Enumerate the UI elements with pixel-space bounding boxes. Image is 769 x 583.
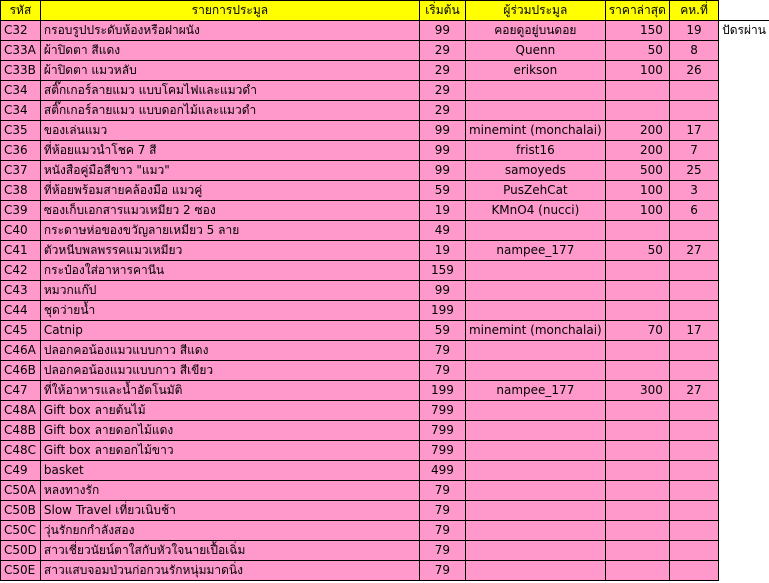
table-row (1, 541, 769, 561)
cell-start-price[interactable]: 29 (419, 101, 465, 121)
cell-code[interactable]: C44 (1, 301, 41, 321)
table-row (1, 221, 769, 241)
cell-latest-price[interactable]: 150 (605, 21, 669, 41)
cell-item[interactable]: กรอบรูปประดับห้องหรือฝาผนัง (40, 21, 419, 41)
cell-start-price[interactable]: 99 (419, 121, 465, 141)
cell-bidder[interactable] (465, 221, 605, 241)
cell-comment-no[interactable]: 17 (669, 321, 718, 341)
cell-bidder[interactable]: คอยดูอยู่บนดอย (465, 21, 605, 41)
cell-comment-no[interactable] (669, 461, 718, 481)
table-row (1, 141, 769, 161)
cell-item[interactable]: ผ้าปิดตา แมวหลับ (40, 61, 419, 81)
header-extra-cell[interactable] (719, 1, 769, 21)
cell-note[interactable] (719, 81, 769, 101)
cell-comment-no[interactable] (669, 561, 718, 581)
cell-latest-price[interactable]: 500 (605, 161, 669, 181)
cell-note[interactable] (719, 221, 769, 241)
cell-item[interactable]: ที่ห้อยแมวนำโชค 7 สี (40, 141, 419, 161)
cell-item[interactable]: กระป๋องใส่อาหารคานีน (40, 261, 419, 281)
cell-code[interactable]: C49 (1, 461, 41, 481)
cell-code[interactable]: C50C (1, 521, 41, 541)
cell-comment-no[interactable] (669, 101, 718, 121)
cell-latest-price[interactable] (605, 461, 669, 481)
cell-start-price[interactable]: 79 (419, 561, 465, 581)
cell-comment-no[interactable] (669, 361, 718, 381)
cell-code[interactable]: C50D (1, 541, 41, 561)
cell-comment-no[interactable] (669, 521, 718, 541)
cell-code[interactable]: C32 (1, 21, 41, 41)
cell-latest-price[interactable] (605, 541, 669, 561)
cell-latest-price[interactable]: 50 (605, 41, 669, 61)
table-row (1, 121, 769, 141)
cell-start-price[interactable]: 99 (419, 141, 465, 161)
cell-bidder[interactable]: Quenn (465, 41, 605, 61)
cell-item[interactable]: Gift box ลายดอกไม้แดง (40, 421, 419, 441)
cell-latest-price[interactable] (605, 561, 669, 581)
cell-bidder[interactable]: erikson (465, 61, 605, 81)
cell-note[interactable] (719, 241, 769, 261)
cell-note[interactable] (719, 41, 769, 61)
table-row (1, 281, 769, 301)
cell-code[interactable]: C34 (1, 81, 41, 101)
cell-code[interactable]: C50A (1, 481, 41, 501)
cell-comment-no[interactable]: 6 (669, 201, 718, 221)
cell-bidder[interactable]: nampee_177 (465, 381, 605, 401)
cell-comment-no[interactable] (669, 81, 718, 101)
cell-bidder[interactable] (465, 421, 605, 441)
cell-code[interactable]: C46A (1, 341, 41, 361)
cell-code[interactable]: C34 (1, 101, 41, 121)
cell-start-price[interactable]: 29 (419, 41, 465, 61)
cell-latest-price[interactable] (605, 421, 669, 441)
cell-bidder[interactable]: minemint (monchalai) (465, 121, 605, 141)
cell-item[interactable]: ที่ให้อาหารและน้ำอัตโนมัติ (40, 381, 419, 401)
cell-comment-no[interactable] (669, 261, 718, 281)
cell-note[interactable] (719, 181, 769, 201)
cell-item[interactable]: basket (40, 461, 419, 481)
table-row (1, 381, 769, 401)
cell-comment-no[interactable]: 7 (669, 141, 718, 161)
cell-latest-price[interactable]: 50 (605, 241, 669, 261)
cell-item[interactable]: ผ้าปิดตา สีแดง (40, 41, 419, 61)
cell-note[interactable] (719, 341, 769, 361)
cell-note[interactable] (719, 541, 769, 561)
cell-comment-no[interactable]: 19 (669, 21, 718, 41)
cell-note[interactable] (719, 521, 769, 541)
cell-code[interactable]: C41 (1, 241, 41, 261)
cell-bidder[interactable] (465, 401, 605, 421)
cell-note[interactable] (719, 301, 769, 321)
cell-note[interactable] (719, 561, 769, 581)
cell-item[interactable]: Gift box ลายต้นไม้ (40, 401, 419, 421)
cell-item[interactable]: กระดาษห่อของขวัญลายเหมียว 5 ลาย (40, 221, 419, 241)
cell-start-price[interactable]: 79 (419, 501, 465, 521)
cell-start-price[interactable]: 19 (419, 201, 465, 221)
cell-item[interactable]: ปลอกคอน้องแมวแบบกาว สีเขียว (40, 361, 419, 381)
cell-start-price[interactable]: 79 (419, 361, 465, 381)
cell-note[interactable] (719, 61, 769, 81)
cell-comment-no[interactable] (669, 501, 718, 521)
cell-start-price[interactable]: 499 (419, 461, 465, 481)
cell-code[interactable]: C50E (1, 561, 41, 581)
cell-latest-price[interactable] (605, 401, 669, 421)
cell-start-price[interactable]: 59 (419, 181, 465, 201)
cell-latest-price[interactable] (605, 261, 669, 281)
cell-start-price[interactable]: 79 (419, 521, 465, 541)
cell-item[interactable]: Catnip (40, 321, 419, 341)
header-bidder[interactable]: ผู้ร่วมประมูล (465, 1, 605, 21)
cell-code[interactable]: C47 (1, 381, 41, 401)
cell-bidder[interactable] (465, 561, 605, 581)
cell-item[interactable]: ของเล่นแมว (40, 121, 419, 141)
cell-latest-price[interactable]: 200 (605, 121, 669, 141)
cell-bidder[interactable]: PusZehCat (465, 181, 605, 201)
cell-code[interactable]: C38 (1, 181, 41, 201)
cell-note[interactable] (719, 141, 769, 161)
cell-start-price[interactable]: 79 (419, 341, 465, 361)
cell-item[interactable]: สติ๊กเกอร์ลายแมว แบบดอกไม้และแมวดำ (40, 101, 419, 121)
cell-code[interactable]: C48B (1, 421, 41, 441)
header-latest-price[interactable]: ราคาล่าสุด (605, 1, 669, 21)
cell-latest-price[interactable] (605, 481, 669, 501)
table-row (1, 301, 769, 321)
table-row (1, 521, 769, 541)
cell-note[interactable]: ปัดรผ่าน (719, 21, 769, 41)
table-row (1, 21, 769, 41)
table-row (1, 361, 769, 381)
cell-comment-no[interactable] (669, 301, 718, 321)
cell-item[interactable]: ซองเก็บเอกสารแมวเหมียว 2 ซอง (40, 201, 419, 221)
cell-note[interactable] (719, 321, 769, 341)
cell-code[interactable]: C40 (1, 221, 41, 241)
cell-item[interactable]: วุ่นรักยกกำลังสอง (40, 521, 419, 541)
cell-start-price[interactable]: 799 (419, 421, 465, 441)
cell-start-price[interactable]: 159 (419, 261, 465, 281)
cell-code[interactable]: C33A (1, 41, 41, 61)
cell-comment-no[interactable] (669, 281, 718, 301)
table-row (1, 321, 769, 341)
cell-bidder[interactable] (465, 81, 605, 101)
cell-start-price[interactable]: 29 (419, 61, 465, 81)
cell-start-price[interactable]: 99 (419, 21, 465, 41)
cell-bidder[interactable] (465, 301, 605, 321)
table-row (1, 441, 769, 461)
cell-item[interactable]: หมวกแก๊ป (40, 281, 419, 301)
cell-latest-price[interactable] (605, 301, 669, 321)
cell-bidder[interactable] (465, 541, 605, 561)
cell-code[interactable]: C37 (1, 161, 41, 181)
cell-comment-no[interactable]: 17 (669, 121, 718, 141)
cell-comment-no[interactable] (669, 221, 718, 241)
cell-item[interactable]: สาวแสบจอมป่วนก่อกวนรักหนุ่มมาดนิ่ง (40, 561, 419, 581)
table-row (1, 201, 769, 221)
cell-comment-no[interactable] (669, 401, 718, 421)
cell-comment-no[interactable] (669, 441, 718, 461)
cell-start-price[interactable]: 19 (419, 241, 465, 261)
table-row (1, 461, 769, 481)
cell-note[interactable] (719, 101, 769, 121)
cell-bidder[interactable] (465, 101, 605, 121)
cell-bidder[interactable]: samoyeds (465, 161, 605, 181)
cell-latest-price[interactable]: 200 (605, 141, 669, 161)
cell-start-price[interactable]: 199 (419, 381, 465, 401)
table-row (1, 421, 769, 441)
cell-comment-no[interactable]: 25 (669, 161, 718, 181)
cell-item[interactable]: Slow Travel เที่ยวเนิบช้า (40, 501, 419, 521)
cell-comment-no[interactable]: 3 (669, 181, 718, 201)
cell-code[interactable]: C48C (1, 441, 41, 461)
cell-code[interactable]: C50B (1, 501, 41, 521)
cell-bidder[interactable] (465, 441, 605, 461)
cell-latest-price[interactable]: 100 (605, 201, 669, 221)
cell-code[interactable]: C39 (1, 201, 41, 221)
table-row (1, 181, 769, 201)
cell-note[interactable] (719, 121, 769, 141)
table-row (1, 341, 769, 361)
cell-note[interactable] (719, 461, 769, 481)
cell-latest-price[interactable] (605, 101, 669, 121)
table-row (1, 261, 769, 281)
cell-comment-no[interactable] (669, 481, 718, 501)
cell-comment-no[interactable] (669, 341, 718, 361)
cell-item[interactable]: ตัวหนีบพลพรรคแมวเหมียว (40, 241, 419, 261)
cell-bidder[interactable] (465, 361, 605, 381)
cell-code[interactable]: C36 (1, 141, 41, 161)
table-row (1, 561, 769, 581)
cell-start-price[interactable]: 799 (419, 441, 465, 461)
cell-start-price[interactable]: 99 (419, 281, 465, 301)
cell-latest-price[interactable]: 100 (605, 61, 669, 81)
cell-latest-price[interactable]: 300 (605, 381, 669, 401)
cell-bidder[interactable] (465, 261, 605, 281)
header-item[interactable]: รายการประมูล (40, 1, 419, 21)
cell-bidder[interactable]: KMnO4 (nucci) (465, 201, 605, 221)
cell-note[interactable] (719, 481, 769, 501)
cell-start-price[interactable]: 59 (419, 321, 465, 341)
cell-comment-no[interactable] (669, 541, 718, 561)
cell-start-price[interactable]: 199 (419, 301, 465, 321)
cell-note[interactable] (719, 401, 769, 421)
cell-latest-price[interactable] (605, 501, 669, 521)
cell-note[interactable] (719, 501, 769, 521)
cell-code[interactable]: C45 (1, 321, 41, 341)
cell-code[interactable]: C48A (1, 401, 41, 421)
cell-note[interactable] (719, 381, 769, 401)
cell-start-price[interactable]: 99 (419, 161, 465, 181)
cell-item[interactable]: สติ๊กเกอร์ลายแมว แบบโคมไฟและแมวดำ (40, 81, 419, 101)
cell-bidder[interactable]: minemint (monchalai) (465, 321, 605, 341)
cell-code[interactable]: C42 (1, 261, 41, 281)
cell-code[interactable]: C46B (1, 361, 41, 381)
cell-comment-no[interactable]: 27 (669, 381, 718, 401)
cell-note[interactable] (719, 261, 769, 281)
cell-item[interactable]: หนังสือคู่มือสีขาว "แมว" (40, 161, 419, 181)
cell-comment-no[interactable]: 8 (669, 41, 718, 61)
cell-comment-no[interactable]: 27 (669, 241, 718, 261)
table-row (1, 241, 769, 261)
cell-comment-no[interactable]: 26 (669, 61, 718, 81)
cell-code[interactable]: C33B (1, 61, 41, 81)
cell-latest-price[interactable] (605, 81, 669, 101)
table-row (1, 61, 769, 81)
cell-start-price[interactable]: 79 (419, 481, 465, 501)
cell-bidder[interactable] (465, 501, 605, 521)
cell-start-price[interactable]: 79 (419, 541, 465, 561)
header-code[interactable]: รหัส (1, 1, 41, 21)
cell-note[interactable] (719, 421, 769, 441)
cell-item[interactable]: Gift box ลายดอกไม้ขาว (40, 441, 419, 461)
cell-bidder[interactable] (465, 521, 605, 541)
cell-item[interactable]: ปลอกคอน้องแมวแบบกาว สีแดง (40, 341, 419, 361)
cell-bidder[interactable] (465, 341, 605, 361)
cell-latest-price[interactable] (605, 341, 669, 361)
cell-item[interactable]: ชุดว่ายน้ำ (40, 301, 419, 321)
table-row (1, 481, 769, 501)
cell-start-price[interactable]: 29 (419, 81, 465, 101)
cell-bidder[interactable] (465, 481, 605, 501)
cell-comment-no[interactable] (669, 421, 718, 441)
table-row (1, 161, 769, 181)
table-row (1, 501, 769, 521)
cell-note[interactable] (719, 161, 769, 181)
table-row (1, 81, 769, 101)
cell-bidder[interactable]: frist16 (465, 141, 605, 161)
cell-note[interactable] (719, 441, 769, 461)
cell-latest-price[interactable]: 100 (605, 181, 669, 201)
cell-code[interactable]: C35 (1, 121, 41, 141)
cell-latest-price[interactable] (605, 521, 669, 541)
header-start[interactable]: เริ่มต้น (419, 1, 465, 21)
cell-bidder[interactable] (465, 461, 605, 481)
table-row (1, 401, 769, 421)
header-comment-no[interactable]: คห.ที่ (669, 1, 718, 21)
table-row (1, 101, 769, 121)
table-row (1, 41, 769, 61)
cell-item[interactable]: สาวเชี่ยวนัยน์ตาใสกับหัวใจนายเปื้อเฉิ่ม (40, 541, 419, 561)
cell-bidder[interactable]: nampee_177 (465, 241, 605, 261)
cell-latest-price[interactable] (605, 221, 669, 241)
cell-code[interactable]: C43 (1, 281, 41, 301)
cell-note[interactable] (719, 361, 769, 381)
cell-latest-price[interactable]: 70 (605, 321, 669, 341)
cell-latest-price[interactable] (605, 441, 669, 461)
cell-bidder[interactable] (465, 281, 605, 301)
cell-start-price[interactable]: 49 (419, 221, 465, 241)
cell-latest-price[interactable] (605, 361, 669, 381)
cell-note[interactable] (719, 201, 769, 221)
cell-start-price[interactable]: 799 (419, 401, 465, 421)
header-row (1, 1, 769, 21)
cell-item[interactable]: หลงทางรัก (40, 481, 419, 501)
cell-note[interactable] (719, 281, 769, 301)
cell-item[interactable]: ที่ห้อยพร้อมสายคล้องมือ แมวคู่ (40, 181, 419, 201)
cell-latest-price[interactable] (605, 281, 669, 301)
